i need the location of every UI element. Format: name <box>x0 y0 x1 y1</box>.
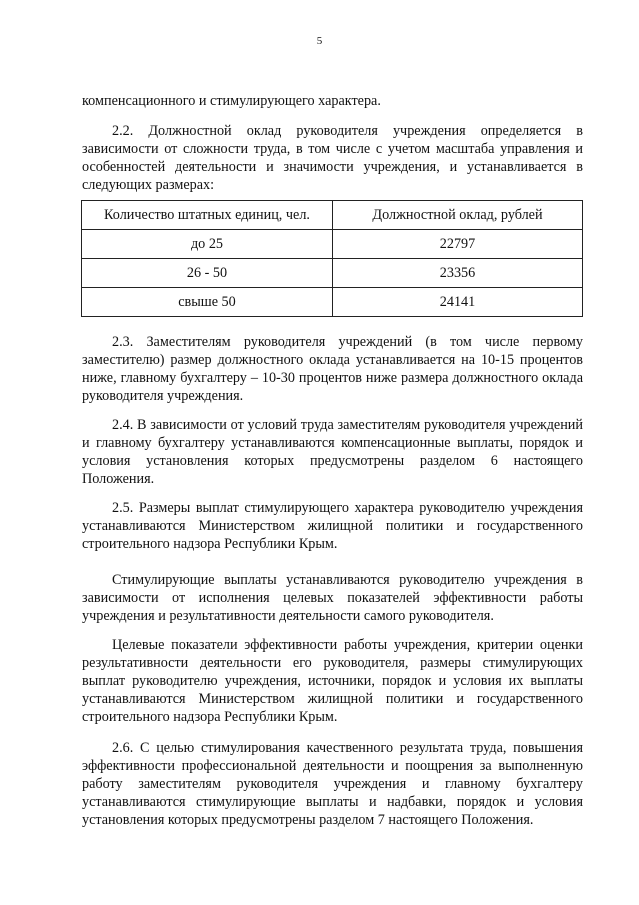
table-row <box>82 230 583 259</box>
table-cell: 22797 <box>333 230 583 259</box>
paragraph-2-4: 2.4. В зависимости от условий труда заместителям руководителя учреждений и главному бухгалтеру устанавливаются компенсационные выплаты, порядок и условия установления которых предусмотрены разделом 6 настоящего Положения. <box>82 417 583 487</box>
table-header-cell: Количество штатных единиц, чел. <box>82 201 333 230</box>
paragraph-intro-end: компенсационного и стимулирующего характера. <box>82 93 381 109</box>
table-row <box>82 288 583 317</box>
paragraph-stimulating-payments: Стимулирующие выплаты устанавливаются руководителю учреждения в зависимости от исполнения целевых показателей эффективности работы учреждения и результативности деятельности самого руководителя. <box>82 572 583 624</box>
table-cell: 24141 <box>333 288 583 317</box>
salary-table <box>81 200 583 317</box>
table-cell: свыше 50 <box>82 288 333 317</box>
table-cell: до 25 <box>82 230 333 259</box>
paragraph-2-2: 2.2. Должностной оклад руководителя учреждения определяется в зависимости от сложности труда, в том числе с учетом масштаба управления и особенностей деятельности и значимости учреждения, и устанавливается в следующих размерах: <box>82 123 583 193</box>
table-row <box>82 259 583 288</box>
table-header-row <box>82 201 583 230</box>
paragraph-target-indicators: Целевые показатели эффективности работы учреждения, критерии оценки результативности деятельности его руководителя, размеры стимулирующих выплат руководителю учреждения, источники, порядок и условия их выплаты устанавливаются Министерством жилищной политики и государственного строительного надзора Республики Крым. <box>82 637 583 725</box>
paragraph-2-5: 2.5. Размеры выплат стимулирующего характера руководителю учреждения устанавливаются Министерством жилищной политики и государственного строительного надзора Республики Крым. <box>82 500 583 552</box>
paragraph-2-3: 2.3. Заместителям руководителя учреждений (в том числе первому заместителю) размер должностного оклада устанавливается на 10-15 процентов ниже, главному бухгалтеру – 10-30 процентов ниже размера должностного оклада руководителя учреждения. <box>82 334 583 404</box>
table-header-cell: Должностной оклад, рублей <box>333 201 583 230</box>
page-number: 5 <box>316 35 323 47</box>
table-cell: 26 - 50 <box>82 259 333 288</box>
table-cell: 23356 <box>333 259 583 288</box>
paragraph-2-6: 2.6. С целью стимулирования качественного результата труда, повышения эффективности профессиональной деятельности и поощрения за выполненную работу заместителям руководителя учреждения и главному бухгалтеру устанавливаются стимулирующие выплаты и надбавки, порядок и условия установления которых предусмотрены разделом 7 настоящего Положения. <box>82 740 583 828</box>
